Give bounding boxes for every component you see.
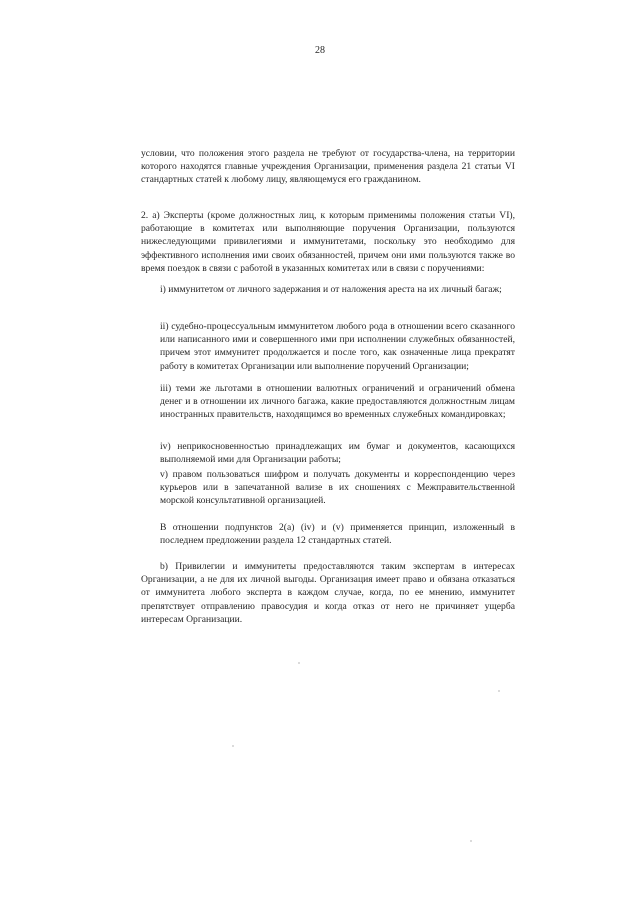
list-item-ii: ii) судебно-процессуальным иммунитетом любого рода в отношении всего сказанного или написанного ими и совершенного ими при исполнении служебных обязанностей, причем этот иммунитет продолжается и после того, как означенные лица прекратят работу в комитетах Организации или выполнение поручений Организации;: [160, 321, 515, 372]
scan-speck: [232, 745, 234, 747]
scan-speck: [298, 662, 300, 664]
paragraph-2a: 2. a) Эксперты (кроме должностных лиц, к которым применимы положения статьи VI), работающие в комитетах или выполняющие поручения Организации, пользуются нижеследующими привилегиями и иммунитетами, поскольку это необходимо для эффективного исполнения ими своих обязанностей, причем они ими пользуются также во время поездок в связи с работой в указанных комитетах или в связи с поручениями:: [141, 210, 515, 274]
scan-speck: [470, 840, 472, 842]
list-item-iv: iv) неприкосновенностью принадлежащих им бумаг и документов, касающихся выполняемой ими для Организации работы;: [160, 441, 515, 466]
paragraph-continuation: условии, что положения этого раздела не требуют от государства-члена, на территории которого находятся главные учреждения Организации, применения раздела 21 статьи VI стандартных статей к любому лицу, являющемуся его гражданином.: [141, 148, 515, 186]
subparagraph-note: В отношении подпунктов 2(a) (iv) и (v) применяется принцип, изложенный в последнем предложении раздела 12 стандартных статей.: [160, 522, 515, 547]
list-item-iii: iii) теми же льготами в отношении валютных ограничений и ограничений обмена денег и в отношении их личного багажа, какие предоставляются должностным лицам иностранных правительств, находящимся во временных служебных командировках;: [160, 383, 515, 421]
page-number: 28: [315, 45, 325, 56]
scan-speck: [498, 690, 500, 692]
list-item-v: v) правом пользоваться шифром и получать документы и корреспонденцию через курьеров или в запечатанной вализе в их сношениях с Межправительственной морской консультативной организацией.: [160, 469, 515, 507]
paragraph-2b: b) Привилегии и иммунитеты предоставляются таким экспертам в интересах Организации, а не для их личной выгоды. Организация имеет право и обязана отказаться от иммунитета любого эксперта в каждом случае, когда, по ее мнению, иммунитет препятствует отправлению правосудия и когда отказ от него не причиняет ущерба интересам Организации.: [141, 561, 515, 625]
list-item-i: i) иммунитетом от личного задержания и от наложения ареста на их личный багаж;: [160, 284, 502, 295]
